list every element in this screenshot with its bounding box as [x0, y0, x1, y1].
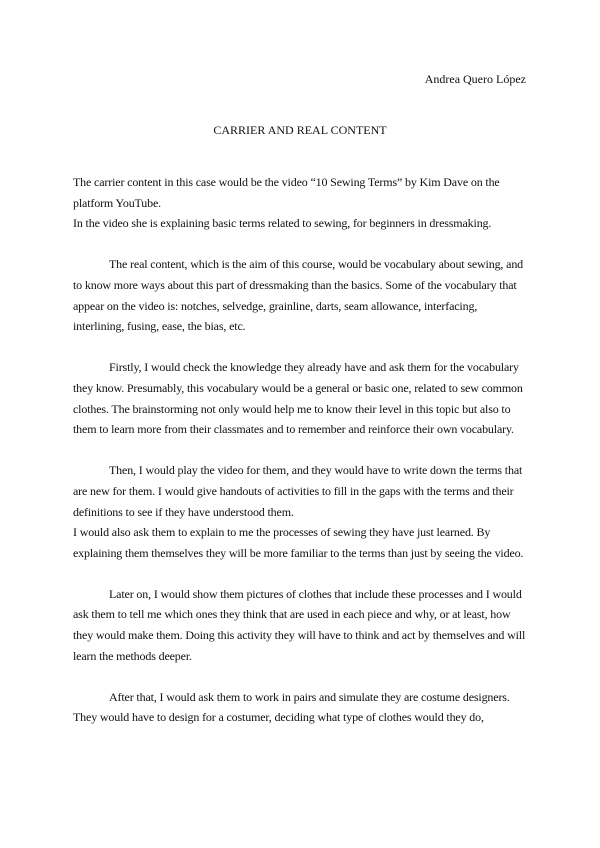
paragraph-explain-processes: I would also ask them to explain to me the processes of sewing they have just learned. By explaining them themselves they will be more familiar to the terms than just by seeing the video.	[73, 525, 524, 560]
author-name: Andrea Quero López	[424, 72, 526, 86]
paragraph-later-on: Later on, I would show them pictures of clothes that include these processes and I would ask them to tell me which ones they think that are used in each piece and why, or at least, how they would make them. Doing this activity they will have to think and act by themselves and will learn the methods deeper.	[73, 586, 526, 663]
paragraph-firstly: Firstly, I would check the knowledge they already have and ask them for the vocabulary they know. Presumably, this vocabulary would be a general or basic one, related to sew common clothes. The brainstorming not only would help me to know their level in this topic but also to them to learn more from their classmates and to remember and reinforce their own vocabulary.	[73, 360, 523, 437]
paragraph-real-content: The real content, which is the aim of this course, would be vocabulary about sewing, and to know more ways about this part of dressmaking than the basics. Some of the vocabulary that appear on the video is: notches, selvedge, grainline, darts, seam allowance, interfacing, interlining, fusing, ease, the bias, etc.	[73, 257, 524, 334]
document-body	[73, 172, 528, 728]
paragraph-then: Then, I would play the video for them, and they would have to write down the terms that are new for them. I would give handouts of activities to fill in the gaps with the terms and their definitions to see if they have understood them.	[73, 463, 523, 519]
document-title: CARRIER AND REAL CONTENT	[213, 123, 387, 137]
paragraph-carrier-content: The carrier content in this case would be the video “10 Sewing Terms” by Kim Dave on the platform YouTube.	[73, 175, 500, 210]
paragraph-video-description: In the video she is explaining basic terms related to sewing, for beginners in dressmaking.	[73, 216, 492, 231]
paragraph-after-that: After that, I would ask them to work in pairs and simulate they are costume designers. They would have to design for a costumer, deciding what type of clothes would they do,	[73, 689, 510, 725]
